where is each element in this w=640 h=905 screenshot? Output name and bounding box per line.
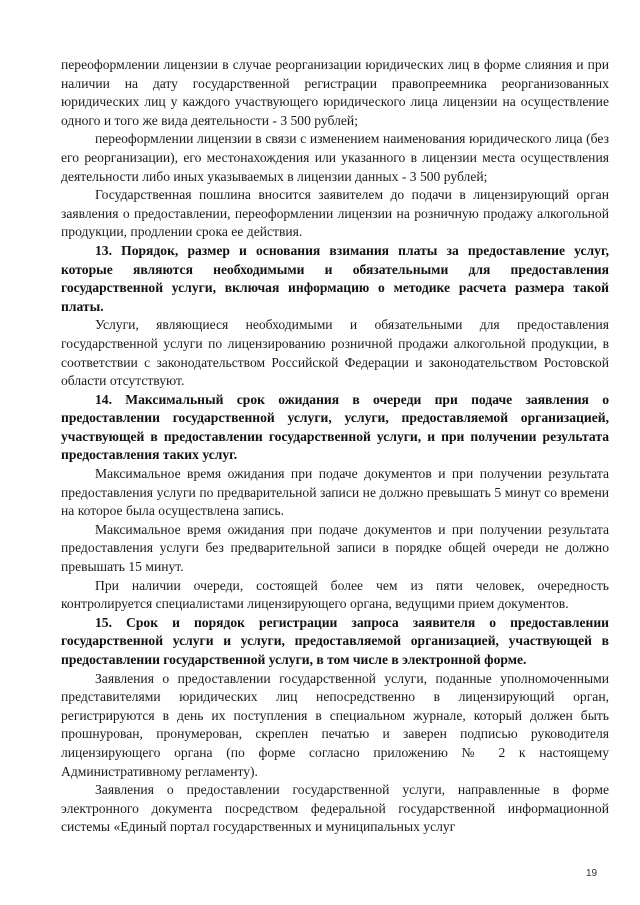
paragraph-12: Заявления о предоставлении государственной услуги, направленные в форме электронного документа посредством федеральной государственной информационной системы «Единый портал государственных и муниципальных услуг	[61, 782, 609, 835]
paragraph-5: Услуги, являющиеся необходимыми и обязательными для предоставления государственной услуги по лицензированию розничной продажи алкогольной продукции, в соответствии с законодательством Российской Федерации и законодательством Ростовской области отсутствуют.	[61, 317, 609, 389]
paragraph-3: Государственная пошлина вносится заявителем до подачи в лицензирующий орган заявления о предоставлении, переоформлении лицензии на розничную продажу алкогольной продукции, продлении срока ее действия.	[61, 187, 609, 240]
paragraph-11: Заявления о предоставлении государственной услуги, поданные уполномоченными представителями юридических лиц непосредственно в лицензирующий орган, регистрируются в день их поступления в специальном журнале, который должен быть прошнурован, пронумерован, скреплен печатью и заверен подписью руководителя лицензирующего органа (по форме согласно приложению № 2 к настоящему Административному регламенту).	[61, 670, 609, 779]
paragraph-2: переоформлении лицензии в связи с изменением наименования юридического лица (без его реорганизации), его местонахождения или указанного в лицензии места осуществления деятельности либо иных указываемых в лицензии данных - 3 500 рублей;	[61, 131, 609, 184]
document-page	[61, 56, 609, 837]
paragraph-1: переоформлении лицензии в случае реорганизации юридических лиц в форме слияния и при наличии на дату государственной регистрации правопреемника реорганизованных юридических лиц у каждого участвующего юридического лица лицензии на осуществление одного и того же вида деятельности - 3 500 рублей;	[61, 57, 609, 128]
paragraph-9: При наличии очереди, состоящей более чем из пяти человек, очередность контролируется специалистами лицензирующего органа, ведущими прием документов.	[61, 577, 609, 612]
paragraph-7: Максимальное время ожидания при подаче документов и при получении результата предоставления услуги по предварительной записи не должно превышать 5 минут со времени на которое была осуществлена запись.	[61, 466, 609, 519]
paragraph-8: Максимальное время ожидания при подаче документов и при получении результата предоставления услуги без предварительной записи в порядке общей очереди не должно превышать 15 минут.	[61, 521, 609, 575]
section-13-heading: 13. Порядок, размер и основания взимания платы за предоставление услуг, которые являются необходимыми и обязательными для предоставления государственной услуги, включая информацию о методике расчета размера такой платы.	[61, 242, 609, 314]
page-number: 19	[586, 868, 598, 879]
section-15-heading: 15. Срок и порядок регистрации запроса заявителя о предоставлении государственной услуги и услуги, предоставляемой организацией, участвующей в предоставлении государственной услуги, в том числе в электронной форме.	[61, 614, 609, 667]
section-14-heading: 14. Максимальный срок ожидания в очереди при подаче заявления о предоставлении государственной услуги, услуги, предоставляемой организацией, участвующей в предоставлении государственной услуги, и при получении результата предоставления таких услуг.	[61, 391, 609, 463]
